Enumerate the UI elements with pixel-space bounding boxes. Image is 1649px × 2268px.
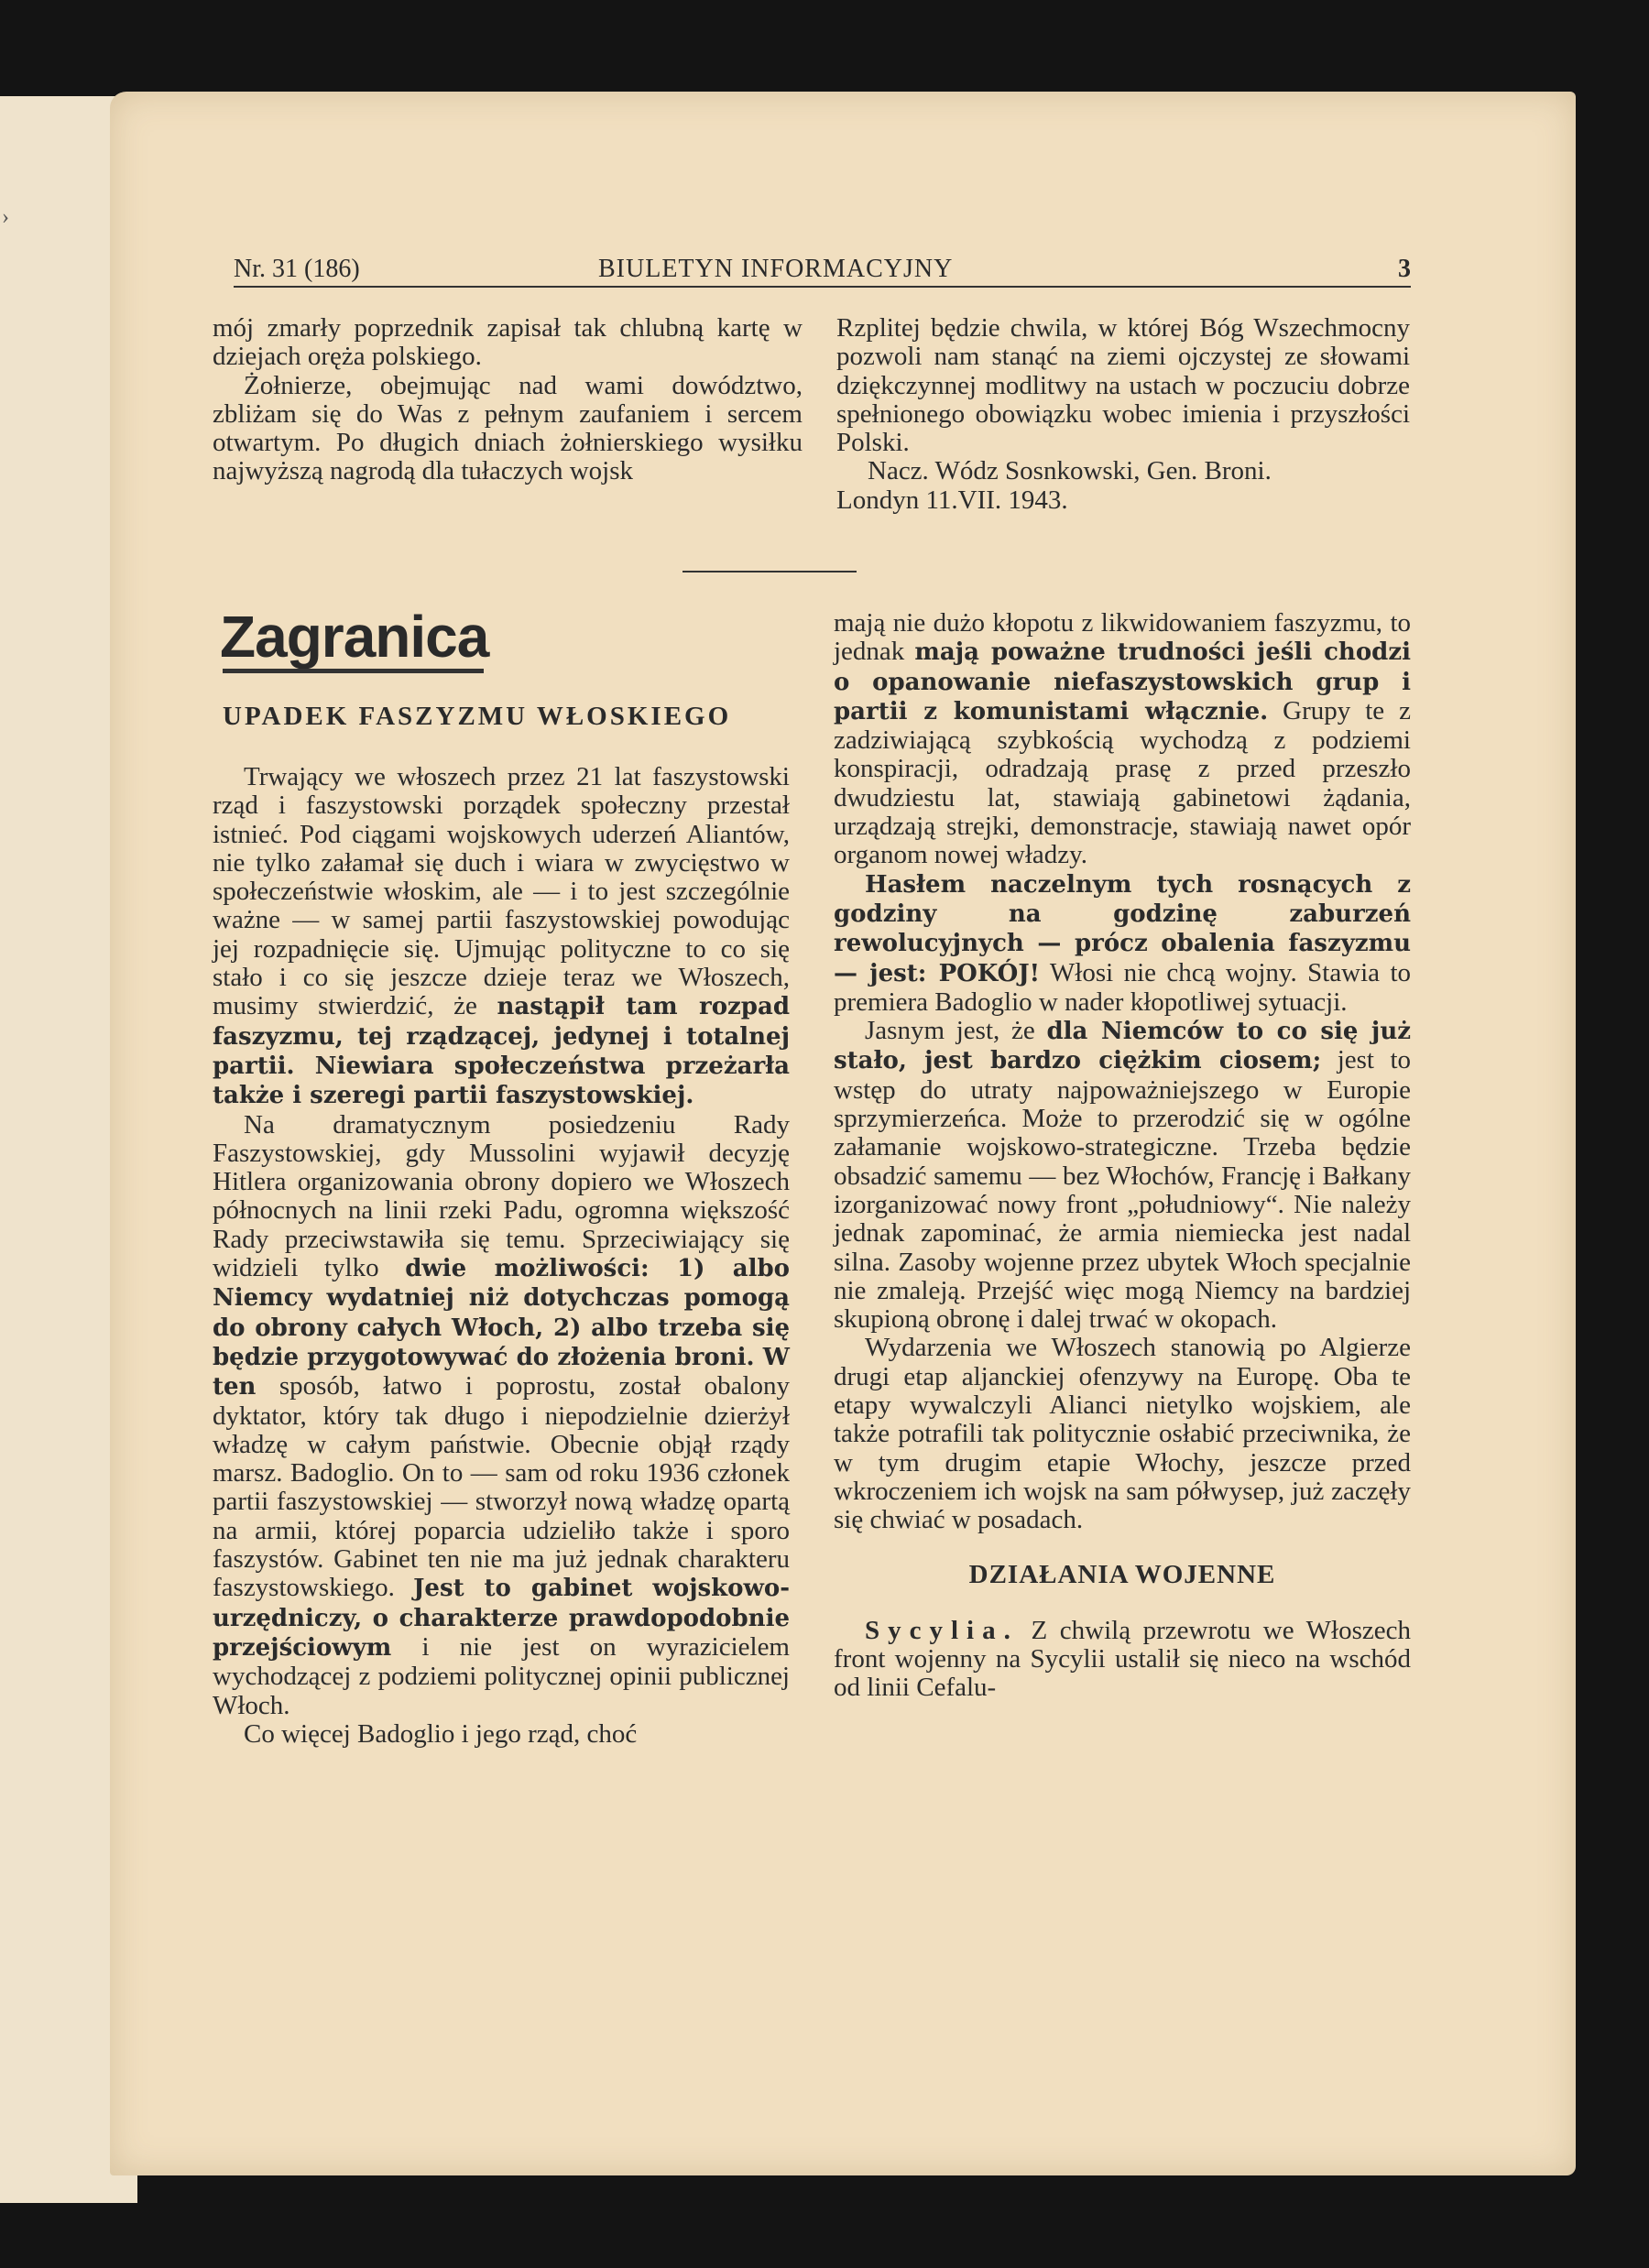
edge-mark: › [2,205,9,229]
text-run: Jasnym jest, że [865,1016,1035,1046]
signature: Nacz. Wódz Sosnkowski, Gen. Broni. [868,456,1272,486]
bold-run: Jest to gabinet wojskowo-urzędniczy, o charakterze prawdopodobnie przejściowym [213,1575,790,1662]
page-header [234,255,1411,288]
text-run: Włosi nie chcą wojny. Stawia to premiera Badoglio w nader kłopotliwej sytuacji. [834,957,1411,1017]
continued-text: Rzplitej będzie chwila, w której Bóg Wszechmocny pozwoli nam stanąć na ziemi ojczystej ze słowami dziękczynnej modlitwy na ustach w poczuciu dobrze spełnionego obowiązku wobec imienia i przyszłości Polski. [836,313,1410,458]
bold-run: dla Niemców to co się już stało, jest bardzo ciężkim ciosem; [834,1018,1412,1075]
paragraph [213,1111,790,1720]
section-title: Zagranica [220,604,489,670]
article-title: UPADEK FASZYZMU WŁOSKIEGO [223,702,732,731]
bold-run: nastąpił tam rozpad faszyzmu, tej rządzącej, jedynej i totalnej partii. Niewiara społeczeństwa przeżarła także i szeregi partii faszystowskiej. [213,993,791,1110]
text-run: sposób, łatwo i poprostu, został obalony dyktator, który tak długo i niepodzielnie dzierżył władzę w całym państwie. Obecnie objął rządy marsz. Badoglio. On to — sam od roku 1936 członek partii faszystowskiej — stworzył nową władzę opartą na armii, której poparcia udzieliło także i sporo faszystów. Gabinet ten nie ma już jednak charakteru faszystowskiego. [213,1371,790,1603]
paragraph [213,763,790,1111]
top-right-column [836,314,1410,515]
spaced-run: Sycylia. [865,1615,1019,1645]
text-run: jest to wstęp do utraty najpoważniejszego w Europie sprzymierzeńca. Może to przerodzić się w ogólne załamanie wojskowo-strategiczne. Trzeba będzie obsadzić samemu — bez Włochów, Francję i Bałkany izorganizować nowy front „południowy“. Nie należy jednak zapominać, że armia niemiecka jest nadal silna. Zasoby wojenne przez ubytek Włoch specjalnie nie zmaleją. Przejść więc mogą Niemcy na bardziej skupioną obronę i dalej trwać w okopach. [834,1045,1411,1335]
bold-run: mają poważne trudności jeśli chodzi o opanowanie niefaszystowskich grup i partii z komunistami włącznie. [834,638,1411,725]
paragraph: Co więcej Badoglio i jego rząd, choć [244,1718,638,1749]
signature-date: Londyn 11.VII. 1943. [836,485,1068,515]
text-run: Trwający we włoszech przez 21 lat faszystowski rząd i faszystowski porządek społeczny przestał istnieć. Pod ciągami wojskowych uderzeń Aliantów, nie tylko załamał się duch i wiara w zwycięstwo w społeczeństwie włoskim, ale — i to jest szczególnie ważne — w samej partii faszystowskiej powodując jej rozpadnięcie się. Ujmując polityczne to co się stało i co się jeszcze dzieje teraz we Włoszech, musimy stwierdzić, że [213,762,790,1021]
paragraph [834,870,1411,1017]
publication-title: BIULETYN INFORMACYJNY [598,255,954,283]
text-run: Grupy te z zadziwiającą szybkością wychodzą z podziemi konspiracji, odradzają prasę z przed przeszło dwudziestu lat, stawiają gabinetowi żądania, urządzają strejki, demonstracje, stawiają nawet opór organom nowej władzy. [834,695,1412,870]
article-right-column [834,609,1411,1703]
continued-text: mój zmarły poprzednik zapisał tak chlubną kartę w dziejach oręża polskiego. [213,313,803,372]
article-left-column [213,763,790,1749]
top-left-column [213,314,803,486]
paragraph: Wydarzenia we Włoszech stanowią po Algierze drugi etap aljanckiej ofenzywy na Europę. Oba te etapy wywalczyli Alianci nietylko wojskiem, ale także potrafili tak politycznie osłabić przeciwnika, że w tym drugim etapie Włochy, jeszcze przed wkroczeniem ich wojsk na sam półwysep, już zaczęły się chwiać w posadach. [834,1333,1411,1535]
text-run: Na dramatycznym posiedzeniu Rady Faszystowskiej, gdy Mussolini wyjawił decyzję Hitlera organizowania obrony dopiero we Włoszech północnych na linii rzeki Padu, ogromna większość Rady przeciwstawiła się temu. Sprzeciwiający się widzieli tylko [213,1109,790,1283]
text-run: mają nie dużo kłopotu z likwidowaniem faszyzmu, to jednak [834,608,1411,667]
paragraph [834,1617,1411,1703]
paragraph [834,609,1411,870]
bold-run: dwie możliwości: 1) albo Niemcy wydatniej niż dotychczas pomogą do obrony całych Włoch, 2) albo trzeba się będzie przygotowywać do złożenia broni. W ten [213,1255,791,1401]
issue-number: Nr. 31 (186) [234,255,360,283]
paragraph: Żołnierze, obejmując nad wami dowództwo, zbliżam się do Was z pełnym zaufaniem i sercem otwartym. Po długich dniach żołnierskiego wysiłku najwyższą nagrodą dla tułaczych wojsk [213,370,803,486]
text-run: Z chwilą przewrotu we Włoszech front wojenny na Sycylii ustalił się nieco na wschód od linii Cefalu- [834,1615,1411,1703]
bold-run: Hasłem naczelnym tych rosnących z godziny na godzinę zaburzeń rewolucyjnych — prócz obalenia faszyzmu — jest: POKÓJ! [834,870,1411,987]
page-number: 3 [1398,255,1411,283]
divider-rule [683,571,857,572]
subheading: DZIAŁANIA WOJENNE [968,1559,1276,1589]
section-underline [223,669,484,673]
paragraph [834,1017,1411,1334]
text-run: i nie jest on wyrazicielem wychodzącej z podziemi politycznej opinii publicznej Włoch. [213,1631,790,1720]
